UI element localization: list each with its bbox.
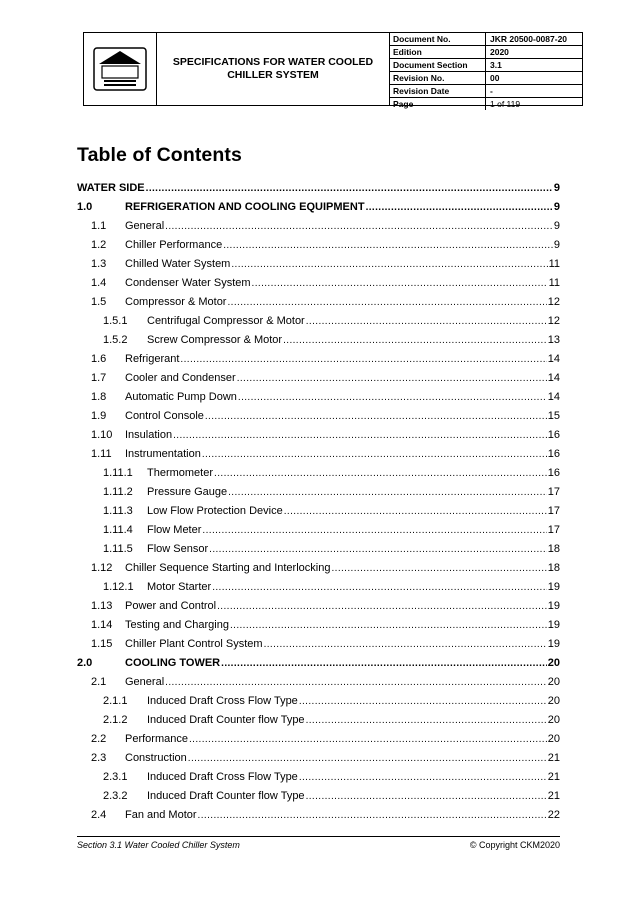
toc-entry-label: General	[125, 676, 165, 688]
toc-entry-page: 12	[547, 296, 560, 308]
toc-entry-page: 21	[547, 752, 560, 764]
toc-entry[interactable]	[77, 540, 560, 559]
toc-entry-label: Construction	[125, 752, 187, 764]
toc-entry-label: Flow Sensor	[147, 543, 209, 555]
toc-entry-page: 18	[547, 543, 560, 555]
toc-entry-number: 1.14	[91, 619, 113, 631]
info-row	[390, 85, 582, 98]
toc-dot-leader	[173, 426, 547, 445]
toc-entry-number: 1.11.2	[103, 486, 133, 498]
toc-entry-page: 15	[547, 410, 560, 422]
toc-entry-label: Insulation	[125, 429, 173, 441]
info-row	[390, 46, 582, 59]
toc-entry-number: 1.6	[91, 353, 107, 365]
toc-entry[interactable]	[77, 502, 560, 521]
toc-entry-number: 1.5	[91, 296, 107, 308]
toc-dot-leader	[366, 198, 553, 217]
toc-entry-page: 16	[547, 467, 560, 479]
toc-entry[interactable]	[77, 426, 560, 445]
toc-entry-page: 17	[547, 486, 560, 498]
toc-entry[interactable]	[77, 445, 560, 464]
toc-entry-number: 2.2	[91, 733, 107, 745]
toc-entry-label: Fan and Motor	[125, 809, 197, 821]
toc-entry-page: 17	[547, 505, 560, 517]
toc-dot-leader	[223, 236, 553, 255]
toc-dot-leader	[283, 331, 547, 350]
toc-entry-label: Chilled Water System	[125, 258, 231, 270]
toc-entry-page: 14	[547, 391, 560, 403]
toc-entry[interactable]	[77, 673, 560, 692]
toc-entry-number: 1.13	[91, 600, 113, 612]
toc-entry-number: 1.11.4	[103, 524, 133, 536]
toc-entry-number: 1.9	[91, 410, 107, 422]
toc-entry-label: Automatic Pump Down	[125, 391, 237, 403]
table-of-contents	[77, 179, 560, 825]
toc-entry-label: Chiller Sequence Starting and Interlocking	[125, 562, 331, 574]
info-key: Page	[390, 98, 486, 110]
toc-entry-number: 1.8	[91, 391, 107, 403]
toc-dot-leader	[238, 388, 547, 407]
toc-entry-label: Chiller Plant Control System	[125, 638, 263, 650]
toc-entry-label: Screw Compressor & Motor	[147, 334, 283, 346]
toc-entry-number: 1.7	[91, 372, 107, 384]
toc-dot-leader	[198, 806, 547, 825]
toc-dot-leader	[165, 673, 547, 692]
toc-entry-label: Refrigerant	[125, 353, 180, 365]
toc-entry[interactable]	[77, 559, 560, 578]
toc-entry-page: 18	[547, 562, 560, 574]
toc-entry-page: 21	[547, 790, 560, 802]
toc-entry-label: WATER SIDE	[77, 182, 145, 194]
toc-entry[interactable]	[77, 616, 560, 635]
toc-entry-page: 19	[547, 600, 560, 612]
info-row	[390, 33, 582, 46]
toc-entry[interactable]	[77, 711, 560, 730]
info-value: JKR 20500-0087-20	[490, 34, 568, 44]
toc-entry[interactable]	[77, 293, 560, 312]
footer-copyright: © Copyright CKM2020	[469, 840, 560, 850]
toc-entry[interactable]	[77, 464, 560, 483]
document-title-line2: CHILLER SYSTEM	[227, 69, 319, 81]
toc-entry-number: 1.15	[91, 638, 113, 650]
document-title	[157, 33, 390, 105]
toc-entry-number: 2.4	[91, 809, 107, 821]
toc-entry-page: 9	[553, 239, 560, 251]
toc-entry-label: Performance	[125, 733, 188, 745]
toc-entry-label: Thermometer	[147, 467, 214, 479]
toc-entry-page: 20	[547, 695, 560, 707]
toc-entry-page: 17	[547, 524, 560, 536]
toc-entry-page: 16	[547, 448, 560, 460]
toc-entry-number: 2.1	[91, 676, 107, 688]
toc-dot-leader	[306, 787, 547, 806]
toc-entry-page: 16	[547, 429, 560, 441]
info-value: -	[490, 86, 493, 96]
footer-rule	[77, 836, 560, 837]
info-value: 3.1	[490, 60, 502, 70]
info-key: Edition	[390, 46, 486, 58]
toc-entry-number: 1.5.1	[103, 315, 128, 327]
info-key: Revision Date	[390, 85, 486, 97]
toc-entry[interactable]	[77, 806, 560, 825]
toc-entry[interactable]	[77, 521, 560, 540]
toc-entry[interactable]	[77, 635, 560, 654]
toc-entry-number: 1.5.2	[103, 334, 128, 346]
document-info-table	[390, 33, 582, 109]
toc-entry[interactable]	[77, 331, 560, 350]
toc-entry-number: 1.1	[91, 220, 107, 232]
toc-dot-leader	[202, 521, 546, 540]
toc-entry-label: Chiller Performance	[125, 239, 223, 251]
jkr-logo	[92, 46, 148, 92]
toc-entry-page: 21	[547, 771, 560, 783]
toc-dot-leader	[264, 635, 547, 654]
toc-dot-leader	[284, 502, 547, 521]
toc-entry-number: 1.4	[91, 277, 107, 289]
document-header	[83, 32, 583, 109]
toc-dot-leader	[205, 407, 547, 426]
toc-entry-label: Compressor & Motor	[125, 296, 227, 308]
toc-dot-leader	[231, 255, 547, 274]
footer-section-label: Section 3.1 Water Cooled Chiller System	[77, 840, 240, 850]
toc-dot-leader	[217, 597, 547, 616]
toc-entry[interactable]	[77, 597, 560, 616]
toc-entry-page: 19	[547, 581, 560, 593]
toc-entry-number: 2.3.1	[103, 771, 128, 783]
toc-entry-number: 2.1.1	[103, 695, 128, 707]
toc-entry[interactable]	[77, 350, 560, 369]
info-row	[390, 72, 582, 85]
toc-dot-leader	[306, 711, 547, 730]
toc-entry-label: Control Console	[125, 410, 204, 422]
toc-entry-label: Condenser Water System	[125, 277, 251, 289]
toc-dot-leader	[237, 369, 547, 388]
toc-entry-page: 20	[547, 676, 560, 688]
toc-entry[interactable]	[77, 654, 560, 673]
info-row	[390, 59, 582, 72]
toc-entry-page: 20	[547, 657, 560, 669]
toc-dot-leader	[299, 692, 547, 711]
toc-dot-leader	[230, 616, 547, 635]
toc-entry-page: 20	[547, 733, 560, 745]
toc-entry-page: 19	[547, 638, 560, 650]
info-key: Document Section	[390, 59, 486, 71]
toc-entry-label: Low Flow Protection Device	[147, 505, 283, 517]
toc-dot-leader	[165, 217, 553, 236]
toc-entry-label: Instrumentation	[125, 448, 201, 460]
toc-entry-label: Pressure Gauge	[147, 486, 228, 498]
toc-entry-label: Induced Draft Cross Flow Type	[147, 771, 298, 783]
toc-entry-label: Power and Control	[125, 600, 217, 612]
toc-entry-label: General	[125, 220, 165, 232]
toc-entry-number: 2.0	[77, 657, 93, 669]
info-value: 1 of 119	[490, 99, 521, 109]
toc-entry[interactable]	[77, 179, 560, 198]
toc-dot-leader	[209, 540, 547, 559]
toc-entry[interactable]	[77, 578, 560, 597]
toc-entry[interactable]	[77, 483, 560, 502]
info-key: Revision No.	[390, 72, 486, 84]
toc-entry-label: Cooler and Condenser	[125, 372, 236, 384]
toc-entry-label: REFRIGERATION AND COOLING EQUIPMENT	[125, 201, 365, 213]
toc-entry-number: 1.11.5	[103, 543, 133, 555]
toc-entry-number: 1.12.1	[103, 581, 134, 593]
document-title-line1: SPECIFICATIONS FOR WATER COOLED	[172, 56, 374, 68]
toc-entry-label: Testing and Charging	[125, 619, 229, 631]
toc-entry[interactable]	[77, 369, 560, 388]
toc-entry-label: Induced Draft Cross Flow Type	[147, 695, 298, 707]
toc-entry[interactable]	[77, 787, 560, 806]
toc-entry-number: 1.10	[91, 429, 113, 441]
toc-entry-page: 13	[547, 334, 560, 346]
toc-entry-number: 1.11	[91, 448, 112, 460]
toc-entry[interactable]	[77, 407, 560, 426]
toc-entry-page: 20	[547, 714, 560, 726]
toc-dot-leader	[252, 274, 548, 293]
toc-entry[interactable]	[77, 255, 560, 274]
toc-entry-page: 19	[547, 619, 560, 631]
toc-entry[interactable]	[77, 217, 560, 236]
toc-entry-page: 9	[553, 182, 560, 194]
toc-entry-number: 1.11.1	[103, 467, 133, 479]
toc-entry-page: 22	[547, 809, 560, 821]
toc-entry-number: 1.12	[91, 562, 113, 574]
toc-entry-number: 2.1.2	[103, 714, 128, 726]
toc-dot-leader	[202, 445, 547, 464]
toc-dot-leader	[331, 559, 546, 578]
toc-dot-leader	[188, 749, 547, 768]
toc-dot-leader	[146, 179, 553, 198]
toc-dot-leader	[306, 312, 547, 331]
toc-entry-page: 14	[547, 353, 560, 365]
toc-entry-page: 11	[548, 277, 560, 289]
toc-entry[interactable]	[77, 274, 560, 293]
info-key: Document No.	[390, 33, 486, 45]
toc-heading: Table of Contents	[77, 144, 242, 166]
toc-dot-leader	[180, 350, 546, 369]
toc-entry-label: COOLING TOWER	[125, 657, 221, 669]
toc-dot-leader	[228, 483, 547, 502]
toc-entry-number: 1.0	[77, 201, 93, 213]
toc-entry[interactable]	[77, 388, 560, 407]
toc-entry[interactable]	[77, 692, 560, 711]
toc-entry-page: 12	[547, 315, 560, 327]
toc-dot-leader	[212, 578, 547, 597]
toc-entry-label: Induced Draft Counter flow Type	[147, 714, 305, 726]
toc-entry-number: 2.3	[91, 752, 107, 764]
info-row	[390, 98, 582, 110]
toc-dot-leader	[227, 293, 546, 312]
toc-entry-number: 1.3	[91, 258, 107, 270]
toc-entry[interactable]	[77, 749, 560, 768]
toc-entry[interactable]	[77, 236, 560, 255]
toc-dot-leader	[299, 768, 547, 787]
toc-entry-page: 11	[548, 258, 560, 270]
toc-entry-page: 14	[547, 372, 560, 384]
toc-entry-label: Flow Meter	[147, 524, 202, 536]
toc-entry-label: Induced Draft Counter flow Type	[147, 790, 305, 802]
toc-entry-label: Motor Starter	[147, 581, 212, 593]
toc-entry-page: 9	[553, 201, 560, 213]
toc-entry-number: 1.11.3	[103, 505, 133, 517]
toc-dot-leader	[221, 654, 547, 673]
toc-entry-page: 9	[553, 220, 560, 232]
info-value: 00	[490, 73, 500, 83]
toc-entry[interactable]	[77, 198, 560, 217]
toc-entry[interactable]	[77, 768, 560, 787]
toc-dot-leader	[189, 730, 547, 749]
toc-entry-number: 2.3.2	[103, 790, 128, 802]
logo-cell	[84, 33, 157, 105]
toc-dot-leader	[214, 464, 547, 483]
info-value: 2020	[490, 47, 509, 57]
toc-entry[interactable]	[77, 730, 560, 749]
toc-entry-label: Centrifugal Compressor & Motor	[147, 315, 305, 327]
toc-entry[interactable]	[77, 312, 560, 331]
toc-entry-number: 1.2	[91, 239, 107, 251]
